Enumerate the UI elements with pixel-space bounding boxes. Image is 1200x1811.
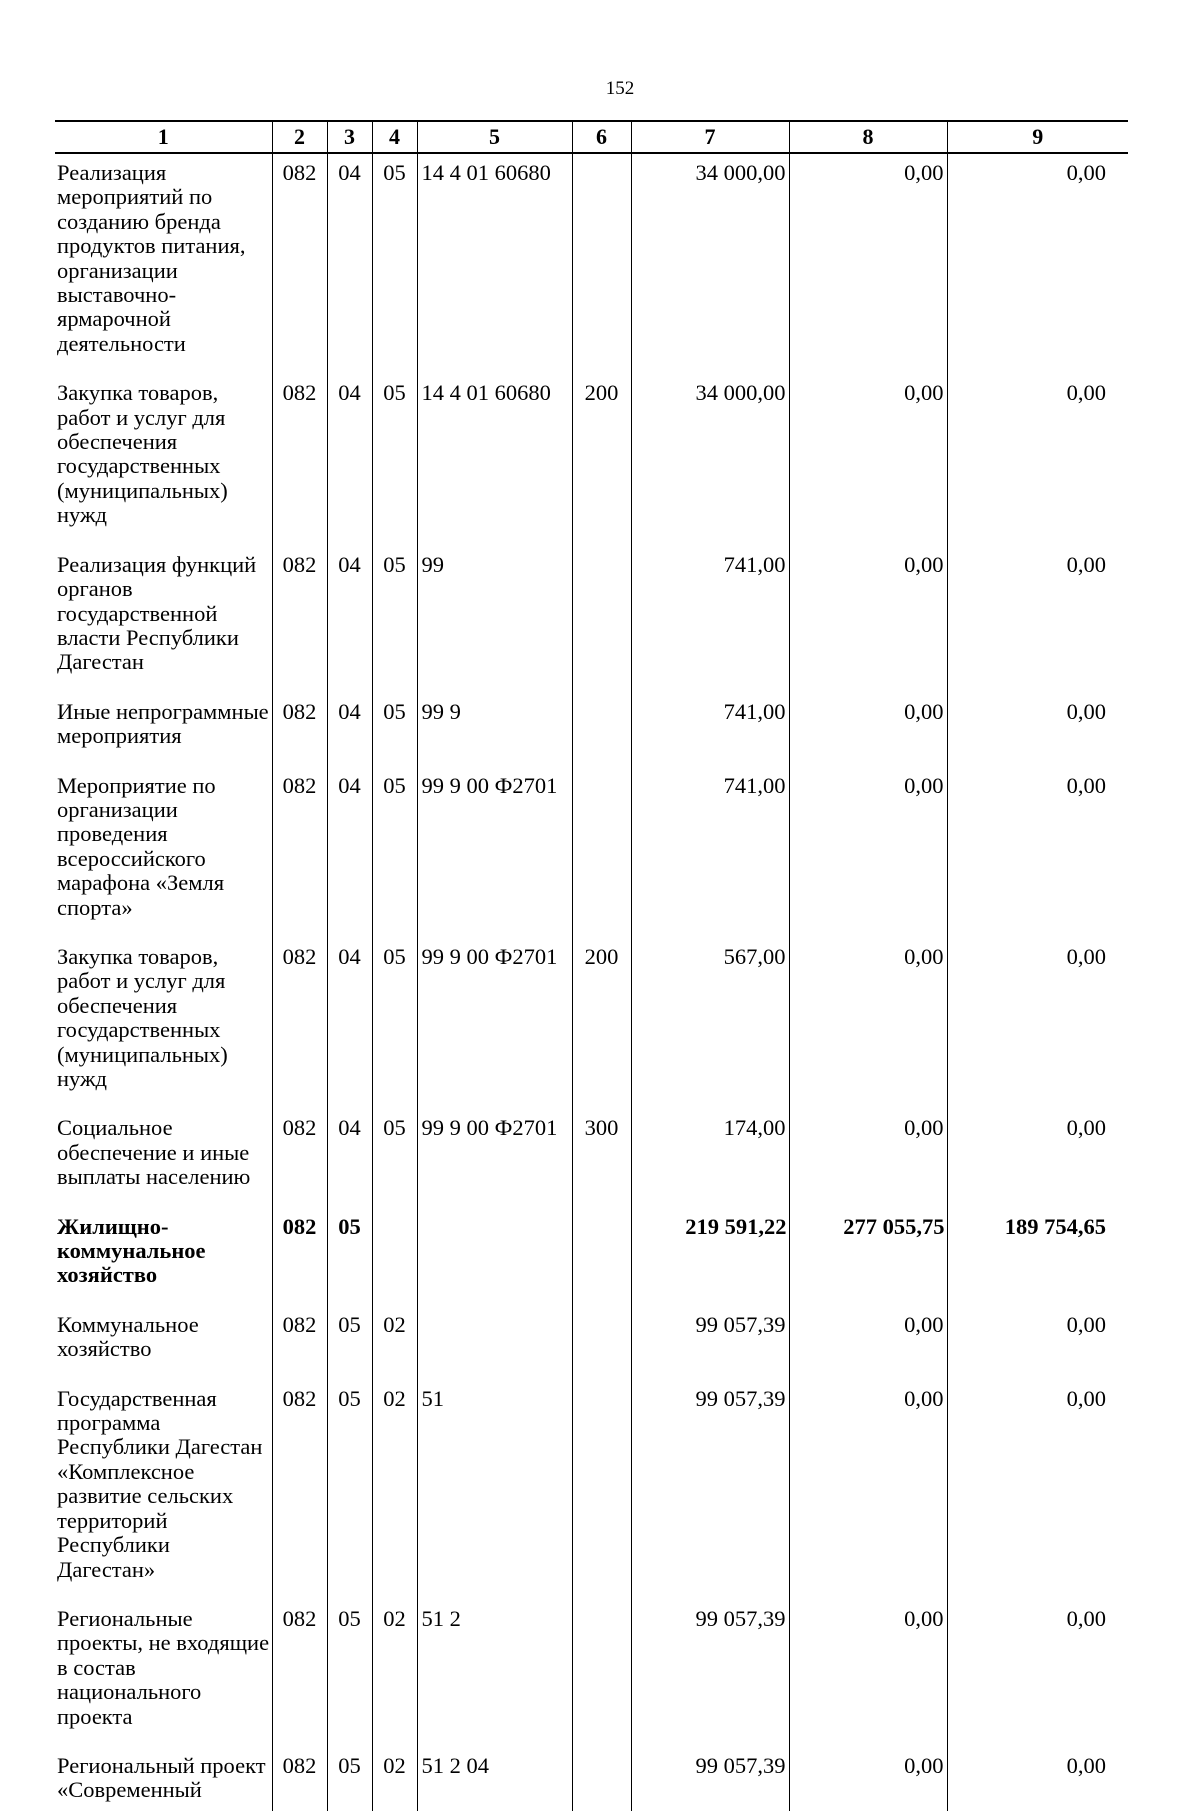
column-header: 8: [789, 121, 947, 153]
cell-col-2: 082: [272, 1600, 327, 1747]
cell-col-8: 277 055,75: [789, 1208, 947, 1306]
table-row: [55, 1109, 1128, 1207]
cell-col-8: 0,00: [789, 1306, 947, 1380]
cell-col-6: [572, 1747, 631, 1811]
cell-col-5: 99 9 00 Ф2701: [417, 767, 572, 938]
cell-col-3: 05: [327, 1208, 372, 1306]
table-row: [55, 767, 1128, 938]
cell-col-9: 0,00: [947, 1747, 1128, 1811]
cell-name: Государственная программа Республики Дагестан «Комплексное развитие сельских территорий Республики Дагестан»: [57, 1385, 263, 1582]
cell-col-3: 04: [327, 693, 372, 767]
cell-name: Закупка товаров, работ и услуг для обеспечения государственных (муниципальных) нужд: [57, 943, 228, 1091]
cell-col-3: 05: [327, 1747, 372, 1811]
cell-col-5: 99 9 00 Ф2701: [417, 938, 572, 1109]
cell-col-4: 02: [372, 1380, 417, 1600]
cell-col-5: 51: [417, 1380, 572, 1600]
table-row: [55, 1306, 1128, 1380]
cell-col-2: 082: [272, 1208, 327, 1306]
cell-col-4: [372, 1208, 417, 1306]
cell-col-7: 741,00: [631, 546, 789, 693]
cell-col-6: [572, 1380, 631, 1600]
cell-col-2: 082: [272, 546, 327, 693]
cell-col-3: 05: [327, 1306, 372, 1380]
cell-col-8: 0,00: [789, 938, 947, 1109]
cell-col-6: [572, 693, 631, 767]
cell-col-3: 04: [327, 1109, 372, 1207]
cell-name: Региональный проект «Современный: [57, 1752, 266, 1803]
table-row: [55, 546, 1128, 693]
cell-col-5: 99 9: [417, 693, 572, 767]
cell-name: Региональные проекты, не входящие в состав национального проекта: [57, 1605, 270, 1729]
cell-col-6: [572, 1306, 631, 1380]
cell-col-6: [572, 546, 631, 693]
cell-col-8: 0,00: [789, 693, 947, 767]
cell-col-9: 0,00: [947, 153, 1128, 374]
cell-col-5: [417, 1208, 572, 1306]
cell-col-9: 0,00: [947, 374, 1128, 545]
cell-col-2: 082: [272, 1380, 327, 1600]
cell-name: Иные непрограммные мероприятия: [57, 698, 269, 749]
cell-col-6: 200: [572, 938, 631, 1109]
cell-col-2: 082: [272, 374, 327, 545]
cell-col-9: 0,00: [947, 1306, 1128, 1380]
table-row: [55, 374, 1128, 545]
page-number: 152: [605, 78, 635, 99]
cell-col-4: 05: [372, 767, 417, 938]
table-header-row: [55, 121, 1128, 153]
cell-name: Социальное обеспечение и иные выплаты населению: [57, 1115, 251, 1190]
cell-col-4: 02: [372, 1600, 417, 1747]
cell-col-6: [572, 1208, 631, 1306]
cell-col-5: 14 4 01 60680: [417, 153, 572, 374]
cell-col-6: 200: [572, 374, 631, 545]
cell-col-5: 99: [417, 546, 572, 693]
cell-col-9: 0,00: [947, 546, 1128, 693]
cell-col-7: 34 000,00: [631, 153, 789, 374]
cell-col-2: 082: [272, 1109, 327, 1207]
cell-col-7: 567,00: [631, 938, 789, 1109]
cell-col-7: 99 057,39: [631, 1380, 789, 1600]
cell-col-9: 0,00: [947, 1380, 1128, 1600]
cell-col-7: 219 591,22: [631, 1208, 789, 1306]
column-header: 6: [572, 121, 631, 153]
table-row: [55, 693, 1128, 767]
cell-col-4: 05: [372, 938, 417, 1109]
budget-table: [55, 120, 1128, 1811]
cell-col-4: 05: [372, 1109, 417, 1207]
cell-col-7: 99 057,39: [631, 1747, 789, 1811]
cell-name: Закупка товаров, работ и услуг для обеспечения государственных (муниципальных) нужд: [57, 380, 228, 528]
cell-col-7: 99 057,39: [631, 1600, 789, 1747]
table-row: [55, 153, 1128, 374]
cell-col-5: 99 9 00 Ф2701: [417, 1109, 572, 1207]
cell-col-3: 05: [327, 1380, 372, 1600]
cell-col-8: 0,00: [789, 1747, 947, 1811]
table-row: [55, 1600, 1128, 1747]
column-header: 1: [55, 121, 272, 153]
cell-col-7: 741,00: [631, 767, 789, 938]
cell-col-2: 082: [272, 767, 327, 938]
cell-col-4: 02: [372, 1747, 417, 1811]
column-header: 5: [417, 121, 572, 153]
cell-col-9: 189 754,65: [947, 1208, 1128, 1306]
cell-col-3: 05: [327, 1600, 372, 1747]
cell-col-3: 04: [327, 374, 372, 545]
cell-name: Коммунальное хозяйство: [57, 1311, 199, 1362]
cell-col-4: 05: [372, 153, 417, 374]
cell-name: Мероприятие по организации проведения всероссийского марафона «Земля спорта»: [57, 772, 225, 920]
cell-col-2: 082: [272, 153, 327, 374]
cell-col-8: 0,00: [789, 1109, 947, 1207]
cell-col-6: [572, 1600, 631, 1747]
table-row: [55, 1208, 1128, 1306]
cell-col-7: 741,00: [631, 693, 789, 767]
cell-col-9: 0,00: [947, 1109, 1128, 1207]
cell-col-4: 05: [372, 546, 417, 693]
cell-col-3: 04: [327, 938, 372, 1109]
cell-col-4: 02: [372, 1306, 417, 1380]
cell-col-6: [572, 767, 631, 938]
cell-col-8: 0,00: [789, 546, 947, 693]
cell-col-2: 082: [272, 938, 327, 1109]
column-header: 3: [327, 121, 372, 153]
cell-col-7: 34 000,00: [631, 374, 789, 545]
column-header: 4: [372, 121, 417, 153]
cell-col-4: 05: [372, 693, 417, 767]
cell-col-5: 51 2 04: [417, 1747, 572, 1811]
cell-col-2: 082: [272, 693, 327, 767]
cell-col-9: 0,00: [947, 938, 1128, 1109]
cell-col-3: 04: [327, 767, 372, 938]
column-header: 7: [631, 121, 789, 153]
cell-col-6: 300: [572, 1109, 631, 1207]
cell-col-5: 51 2: [417, 1600, 572, 1747]
cell-col-3: 04: [327, 546, 372, 693]
cell-col-9: 0,00: [947, 767, 1128, 938]
column-header: 2: [272, 121, 327, 153]
cell-col-5: 14 4 01 60680: [417, 374, 572, 545]
table-body: [55, 153, 1128, 1811]
cell-col-5: [417, 1306, 572, 1380]
column-header: 9: [947, 121, 1128, 153]
cell-col-4: 05: [372, 374, 417, 545]
cell-col-8: 0,00: [789, 374, 947, 545]
cell-col-6: [572, 153, 631, 374]
cell-col-3: 04: [327, 153, 372, 374]
cell-col-8: 0,00: [789, 1380, 947, 1600]
cell-col-9: 0,00: [947, 1600, 1128, 1747]
cell-col-9: 0,00: [947, 693, 1128, 767]
cell-name: Жилищно-коммунальное хозяйство: [57, 1213, 206, 1288]
cell-col-8: 0,00: [789, 767, 947, 938]
cell-col-7: 99 057,39: [631, 1306, 789, 1380]
cell-col-8: 0,00: [789, 153, 947, 374]
cell-col-2: 082: [272, 1747, 327, 1811]
cell-col-8: 0,00: [789, 1600, 947, 1747]
cell-col-7: 174,00: [631, 1109, 789, 1207]
cell-name: Реализация функций органов государственной власти Республики Дагестан: [57, 551, 257, 675]
table-row: [55, 1747, 1128, 1811]
table-row: [55, 1380, 1128, 1600]
cell-col-2: 082: [272, 1306, 327, 1380]
cell-name: Реализация мероприятий по созданию бренда продуктов питания, организации выставочно-ярмарочной деятельности: [57, 160, 246, 356]
table-row: [55, 938, 1128, 1109]
